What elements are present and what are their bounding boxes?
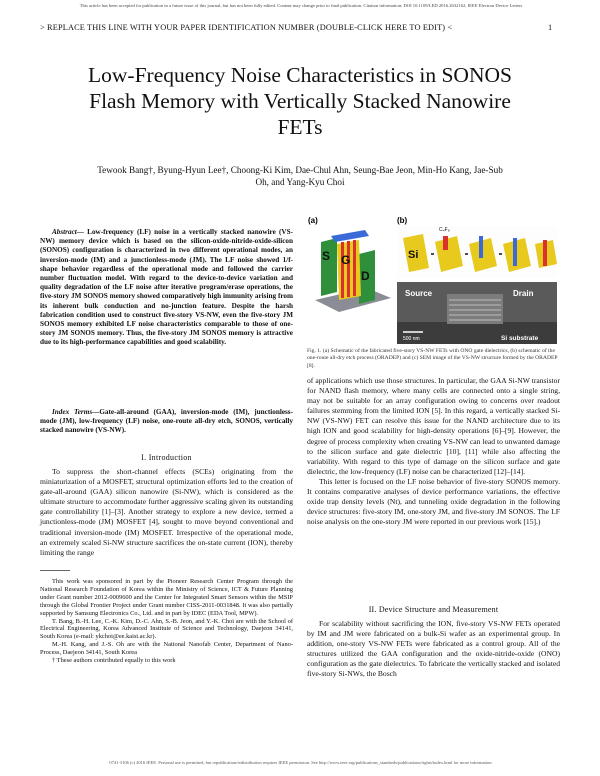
sem-substrate-label: Si substrate — [501, 335, 539, 342]
section-heading-introduction: I. Introduction — [141, 453, 192, 462]
abstract-text: Low-frequency (LF) noise in a vertically stacked nanowire (VS-NW) memory device which is based on the silicon-oxide-nitride-oxide-silicon (SONOS) configuration is characterized in two different operational modes, an inversion-mode (IM) and a junctionless-mode (JM). The LF noise showed 1/f-shape behavior regardless of the operational mode and followed the carrier number fluctuation model. With regard to the device-to-device variation and quality degradation of the LF noise after iterative program/erase operations, the five-story JM SONOS memory showed comparatively high immunity arising from its inherent bulk conduction and no-junction feature. Despite the harsh fabrication condition used to construct five-story VS-NW, even the five-story JM SONOS memory exhibited LF noise characteristics comparable to those of one-story JM SONOS memory. Thus, the five-story JM SONOS memory is attractive due to its high-performance capabilities and good scalability. — [40, 228, 293, 347]
si-label: Si — [408, 249, 419, 261]
figure-1-graphic — [307, 214, 559, 349]
paragraph-applications: of applications which use those structures. In particular, the GAA Si-NW transistor for NAND flash memory, where many cells are connected onto a single string, may not be suitable for an array configuration owing to concerns over readout failures stemming from the limited ION [5]. In this regard, a vertically stacked Si-NW (VS-NW) FET can resolve this issue for the NAND architecture due to its high ION and good scalability for high-density operations [6]–[9]. However, the degree of process complexity when creating VS-NW can lead to unwanted damage to the silicon surface and gate dielectric [10], [11] while also affecting the variability. With regard to this type of damage on the silicon surface and gate dielectric, the low-frequency (LF) noise can be characterized [12]–[14]. — [307, 376, 560, 476]
cf-label: C₄F₈ — [439, 227, 450, 233]
introduction-text — [40, 467, 293, 558]
index-terms-text: —Gate-all-around (GAA), inversion-mode (IM), junctionless-mode (JM), low-frequency (LF) noise, one-route all-dry etch, SONOS, vertically stacked nanowire (VS-NW). — [40, 408, 294, 435]
footnote-affiliation-1: T. Bang, B.-H. Lee, C.-K. Kim, D.-C. Ahn, S.-B. Jeon, and Y.-K. Choi are with the School of Electrical Engineering, Korea Advanced Institute of Science and Technology, Daejeon 34141, South Korea (e-mail: ykchoi@ee.kaist.ac.kr). — [40, 617, 293, 641]
page-number: 1 — [548, 23, 553, 32]
etch-mask-4 — [543, 240, 547, 266]
scale-bar-label: 500 nm — [403, 336, 420, 342]
ono-stripe-2 — [347, 241, 350, 297]
footnote-divider — [40, 570, 70, 571]
paragraph-letter-focus: This letter is focused on the LF noise behavior of five-story SONOS memory. It contains comparative analyses of device performance variations, the effective oxide trap density levels (Nt), and tunneling oxide degradation in the following device structures: five-story IM, one-story JM, and five-story JM SONOS. The LF noise analysis on the one-story JM were reported in our previous work [15].) — [307, 476, 560, 527]
figure-1 — [307, 214, 559, 349]
copyright-line: 0741-3106 (c) 2016 IEEE. Personal use is permitted, but republication/redistribution requires IEEE permission. See http://www.ieee.org/publications_standards/publications/rights/index.html for more information. — [109, 760, 493, 765]
etch-mask-2 — [479, 236, 483, 258]
figure-1-caption: Fig. 1. (a) Schematic of the fabricated five-story VS-NW FETs with ONO gate dielectrics, (b) schematic of the one-route all-dry etch process (ORADEP) and (c) SEM image of the VS-NW structure formed by the ORADEP [8]. — [307, 348, 558, 369]
index-terms-label: Index Terms — [52, 408, 93, 416]
source-letter: S — [322, 249, 331, 263]
ono-stripe-1 — [341, 242, 344, 298]
panel-b-label: (b) — [397, 216, 408, 225]
sem-drain-label: Drain — [513, 289, 534, 298]
etch-mask-3 — [513, 238, 517, 266]
device-structure-text — [307, 619, 560, 680]
running-header: > REPLACE THIS LINE WITH YOUR PAPER IDENTIFICATION NUMBER (DOUBLE-CLICK HERE TO EDIT) < — [40, 23, 453, 32]
index-terms — [40, 408, 293, 436]
publication-notice: This article has been accepted for publication in a future issue of this journal, but has not been fully edited. Content may change prior to final publication. Citation information: DOI 10.1109/LED.2016.2632162, IEEE Electron Device Letters — [79, 3, 523, 8]
footnote-equal-contribution: † These authors contributed equally to this work — [52, 657, 176, 665]
paper-title: Low-Frequency Noise Characteristics in SONOS Flash Memory with Vertically Stacked Nanowire FETs — [88, 63, 512, 139]
panel-a-label: (a) — [308, 216, 318, 225]
author-list: Tewook Bang†, Byung-Hyun Lee†, Choong-Ki Kim, Dae-Chul Ahn, Seung-Bae Jeon, Min-Ho Kang, Jae-Sub Oh, and Yang-Kyu Choi — [97, 165, 503, 188]
introduction-paragraph: To suppress the short-channel effects (SCEs) originating from the miniaturization of a MOSFET, structural optimization efforts led to the creation of gate-all-around (GAA) silicon nanowire (Si-NW), which is considered as the ultimate structure to accommodate further aggressive scaling given its outstanding gate controllability [1]–[3]. Another strategy to explore a new device, termed a junctionless-mode (JM) MOSFET [4], sought to move beyond conventional and traditional inversion-mode (IM) MOSFET. Irrespective of the operational mode, an extremely scaled Si-NW structure sacrifices the on-state current (ION), thereby limiting the range — [40, 467, 293, 557]
etch-mask-1 — [443, 236, 448, 250]
source-pillar — [321, 238, 337, 296]
sem-source-label: Source — [405, 289, 433, 298]
abstract — [40, 228, 293, 348]
section-heading-device-structure: II. Device Structure and Measurement — [368, 605, 499, 614]
abstract-label: Abstract— — [52, 228, 84, 236]
ono-stripe-3 — [353, 240, 356, 296]
right-column-text — [307, 376, 560, 527]
device-structure-paragraph: For scalability without sacrificing the ION, five-story VS-NW FETs operated by IM and JM were fabricated on a bulk-Si wafer as an experimental group. In addition, one-story VS-NW FETs were fabricated as a control group. All of the structures utilized the GAA configuration and the oxide-nitride-oxide (ONO) configuration as the gate dielectrics. To fabricate the vertically stacked and isolated five-story Si-NWs, the Bosch — [307, 619, 560, 679]
footnote-funding: This work was sponsored in part by the Pioneer Research Center Program through the National Research Foundation of Korea within the Ministry of Science, ICT & Future Planning under Grant number 2012-0009600 and the Center for Integrated Smart Sensors within the MSIP through the Global Frontier Project under Grant number CISS-2011-0031848. It was also partially supported by Samsung Electronics Co., Ltd. and in part by IDEC (EDA Tool, MPW). — [40, 578, 293, 617]
footnote-affiliation-2: M.-H. Kang, and J.-S. Oh are with the National Nanofab Center, Department of Nano-Process, Daejeon 34141, South Korea — [40, 641, 293, 657]
footnotes — [40, 578, 293, 665]
drain-letter: D — [361, 269, 370, 283]
gate-letter: G — [341, 253, 351, 267]
